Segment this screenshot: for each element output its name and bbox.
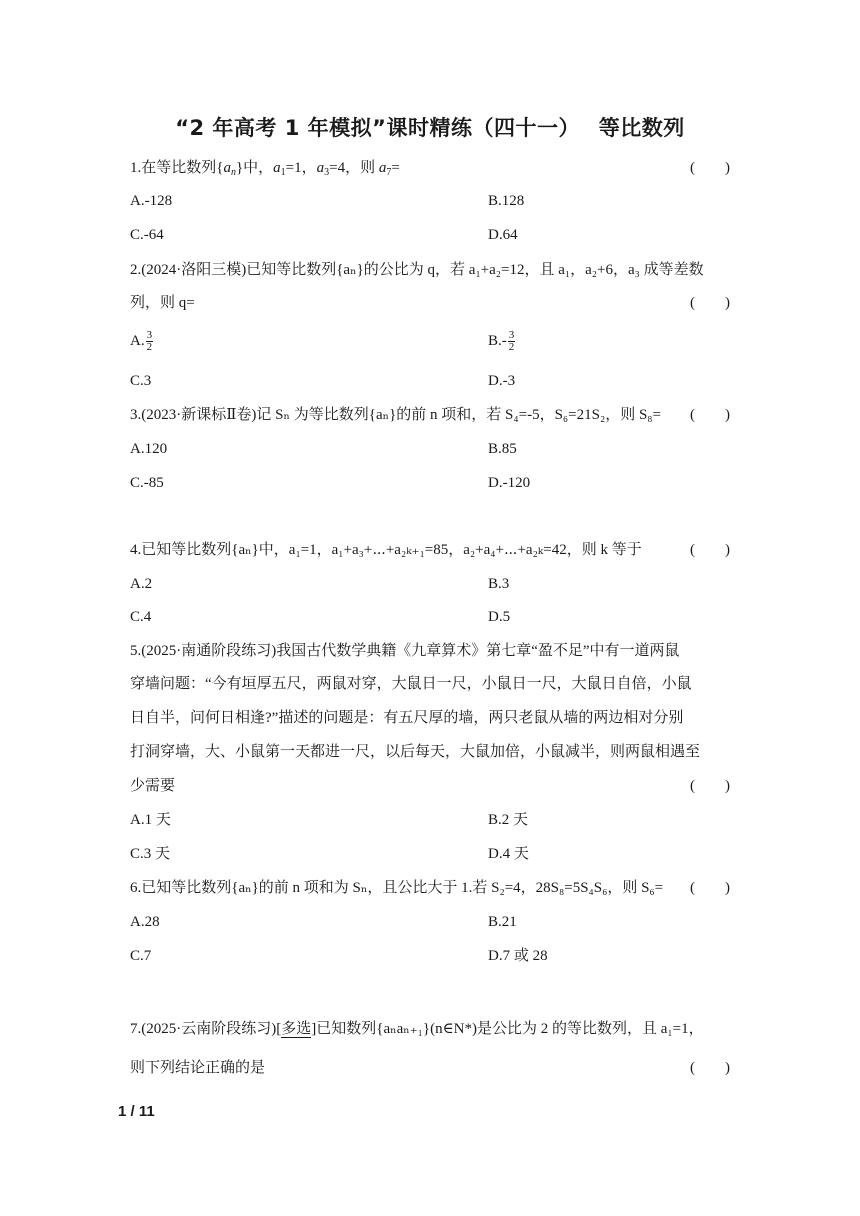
question-3-option-b: B.85 xyxy=(488,441,517,457)
question-5-stem-line-1: 5.(2025·南通阶段练习)我国古代数学典籍《九章算术》第七章“盈不足”中有一道两鼠 xyxy=(130,643,680,659)
question-1-stem: 1.在等比数列$\{a_n\}$中，$a_1=1$，$a_3=4$，则 $a_7=$ xyxy=(130,160,400,178)
question-3-stem: 3.(2023·新课标Ⅱ卷)记 Sₙ 为等比数列{aₙ}的前 n 项和，若 S₄=-5，S₆=21S₂，则 S₈= xyxy=(130,407,661,423)
answer-blank: ( ) xyxy=(690,880,730,896)
question-1-option-c: C.-64 xyxy=(130,227,164,243)
question-4-option-a: A.2 xyxy=(130,576,153,592)
answer-blank: ( ) xyxy=(690,1060,730,1076)
question-3-option-d: D.-120 xyxy=(488,475,531,491)
answer-blank: ( ) xyxy=(690,295,730,311)
question-6-option-a: A.28 xyxy=(130,914,160,930)
question-5-option-b: B.2 天 xyxy=(488,812,529,828)
question-4-option-b: B.3 xyxy=(488,576,510,592)
question-2-option-b: B.- $\frac{3}{2}$ xyxy=(488,329,515,353)
question-7-stem-line-1: 7.(2025·云南阶段练习)[多选]已知数列{aₙaₙ₊₁}(n∈N*)是公比为 2 的等比数列，且 a₁=1， xyxy=(130,1021,704,1037)
question-1-option-d: D.64 xyxy=(488,227,518,243)
question-4-stem: 4.已知等比数列{aₙ}中，a₁=1，a₁+a₃+⋯+a₂ₖ₊₁=85，a₂+a₄+⋯+a₂ₖ=42，则 k 等于 xyxy=(130,542,642,558)
question-6-option-b: B.21 xyxy=(488,914,517,930)
question-5-stem-line-5: 少需要 xyxy=(130,778,176,794)
question-5-option-c: C.3 天 xyxy=(130,846,171,862)
answer-blank: ( ) xyxy=(690,407,730,423)
question-2-option-d: D.-3 xyxy=(488,373,516,389)
question-6-stem: 6.已知等比数列{aₙ}的前 n 项和为 Sₙ，且公比大于 1.若 S₂=4，28S₈=5S₄S₆，则 S₆= xyxy=(130,880,664,896)
question-1-option-b: B.128 xyxy=(488,193,525,209)
answer-blank: ( ) xyxy=(690,542,730,558)
question-2-option-a: A. $\frac{3}{2}$ xyxy=(130,329,153,353)
question-6-option-c: C.7 xyxy=(130,948,152,964)
question-1-option-a: A.-128 xyxy=(130,193,173,209)
multi-select-tag: 多选 xyxy=(281,1021,312,1037)
question-4-option-d: D.5 xyxy=(488,609,511,625)
answer-blank: ( ) xyxy=(690,778,730,794)
question-4-option-c: C.4 xyxy=(130,609,152,625)
question-5-stem-line-3: 日自半，问何日相逢?”描述的问题是：有五尺厚的墙，两只老鼠从墙的两边相对分别 xyxy=(130,710,684,726)
question-3-option-c: C.-85 xyxy=(130,475,164,491)
question-7-stem-line-2: 则下列结论正确的是 xyxy=(130,1060,266,1076)
question-2-stem-line-2: 列，则 q= xyxy=(130,295,195,311)
question-5-option-d: D.4 天 xyxy=(488,846,529,862)
question-2-stem-line-1: 2.(2024·洛阳三模)已知等比数列{aₙ}的公比为 q，若 a₁+a₂=12，且 a₁，a₂+6，a₃ 成等差数 xyxy=(130,262,704,278)
question-6-option-d: D.7 或 28 xyxy=(488,948,548,964)
fraction: $\frac{3}{2}$ xyxy=(508,329,515,353)
fraction: $\frac{3}{2}$ xyxy=(146,329,153,353)
question-2-option-c: C.3 xyxy=(130,373,152,389)
answer-blank: ( ) xyxy=(690,160,730,176)
question-5-option-a: A.1 天 xyxy=(130,812,171,828)
question-5-stem-line-4: 打洞穿墙，大、小鼠第一天都进一尺，以后每天，大鼠加倍，小鼠减半，则两鼠相遇至 xyxy=(130,744,701,760)
page-title: “2 年高考 1 年模拟”课时精练（四十一） 等比数列 xyxy=(175,116,685,140)
page-number: 1 / 11 xyxy=(118,1103,155,1120)
question-3-option-a: A.120 xyxy=(130,441,168,457)
question-5-stem-line-2: 穿墙问题：“今有垣厚五尺，两鼠对穿，大鼠日一尺，小鼠日一尺，大鼠日自倍，小鼠 xyxy=(130,676,692,692)
